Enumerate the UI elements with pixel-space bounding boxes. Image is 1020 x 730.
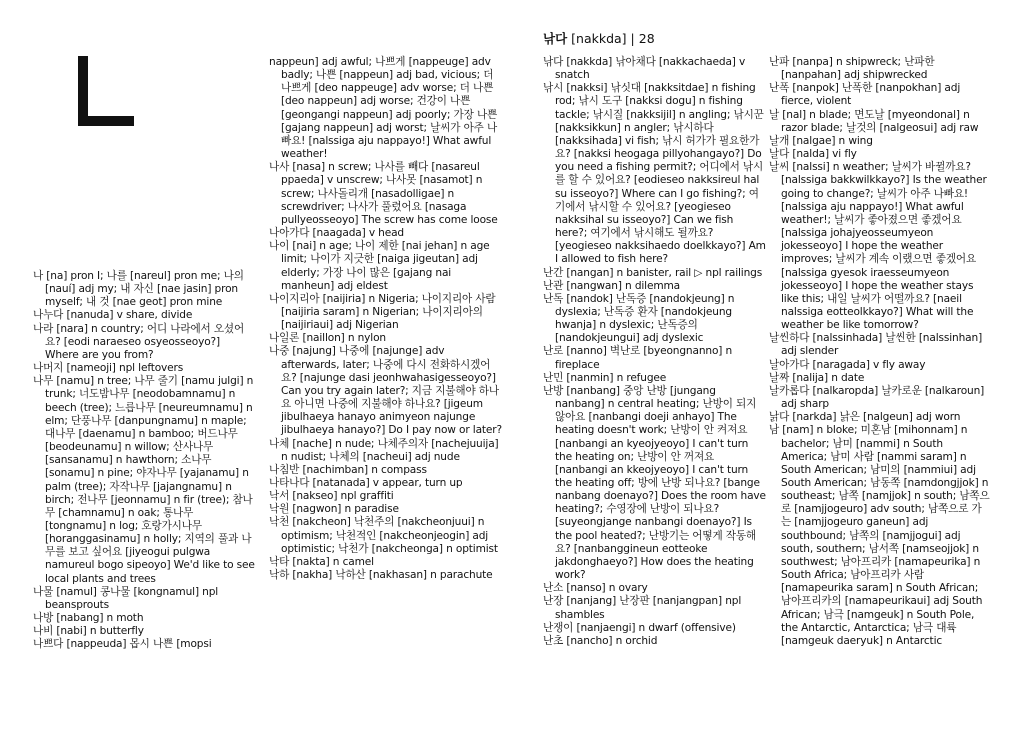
dictionary-entry: 낙원 [nagwon] n paradise [269,503,399,516]
dictionary-entry: 낚다 [nakkda] 낚아채다 [nakkachaeda] v snatch [543,56,746,82]
dictionary-entry: 난소 [nanso] n ovary [543,582,648,595]
dictionary-entry: 나물 [namul] 콩나물 [kongnamul] npl beansprouts [33,585,219,611]
dictionary-entry: 날 [nal] n blade; 면도날 [myeondonal] n razor blade; 날것의 [nalgeosui] adj raw [769,108,979,134]
dictionary-entry: 나침반 [nachimban] n compass [269,463,427,476]
dictionary-entry: 나무 [namu] n tree; 나무 줄기 [namu julgi] n trunk; 너도밤나무 [neodobamnamu] n beech (tree); 느릅나무 [neureumnamu] n elm; 단풍나무 [danpungnamu] n maple; 대나무 [daenamu] n bamboo; 버드나무 [beodeunamu] n willow; 산사나무 [sansanamu] n hawthorn; 소나무 [sonamu] n pine; 야자나무 [yajanamu] n palm (tree); 자작나무 [jajangnamu] n birch; 전나무 [jeonnamu] n fir (tree); 참나무 [chamnamu] n oak; 통나무 [tongnamu] n log; 호랑가시나무 [horanggasinamu] n holly; 지역의 풀과 나무를 보고 싶어요 [jiyeogui pulgwa namureul bogo sipeoyo] We'd like to see local plants and trees [33,375,255,585]
dictionary-entry: 난장 [nanjang] 난장판 [nanjangpan] npl shambles [543,595,742,621]
dictionary-entry: 난폭 [nanpok] 난폭한 [nanpokhan] adj fierce, violent [769,82,961,108]
running-head-word: 낚다 [543,31,568,46]
dictionary-entry: 나이지리아 [naijiria] n Nigeria; 나이지리아 사람 [naijiria saram] n Nigerian; 나이지리아의 [naijiriaui] adj Nigerian [269,292,496,332]
column-4 [769,56,991,648]
dictionary-entry: 낙하 [nakha] 낙하산 [nakhasan] n parachute [269,569,493,582]
dictionary-entry: 나타나다 [natanada] v appear, turn up [269,477,463,489]
dictionary-entry: 난로 [nanno] 벽난로 [byeongnanno] n fireplace [543,345,733,371]
dictionary-entry: 날개 [nalgae] n wing [769,134,873,147]
dictionary-entry: 낚시 [nakksi] 낚싯대 [nakksitdae] n fishing rod; 낚시 도구 [nakksi dogu] n fishing tackle; 낚시질 [nakksijil] n angling; 낚시꾼 [nakksikkun] n angler; 낚시하다 [nakksihada] vi fish; 낚시 허가가 필요한가요? [nakksi heogaga pillyohangayo?] Do you need a fishing permit?; 어디에서 낚시를 할 수 있어요? [eodieseo nakksireul hal su isseoyo?] Where can I go fishing?; 여기에서 낚시할 수 있어요? [yeogieseo nakksihal su isseoyo?] Can we fish here?; 여기에서 낚시해도 될까요? [yeogieseo nakksihaedo doelkkayo?] Am I allowed to fish here? [543,82,766,266]
dictionary-entry: 난초 [nancho] n orchid [543,634,658,647]
dictionary-entry: 나일론 [naillon] n nylon [269,332,386,345]
dictionary-entry: 난쟁이 [nanjaengi] n dwarf (offensive) [543,621,736,634]
dictionary-entry: 난민 [nanmin] n refugee [543,371,667,384]
dictionary-entry: 낙타 [nakta] n camel [269,555,374,568]
dictionary-entry: 나누다 [nanuda] v share, divide [33,309,193,322]
section-letter-nieun [78,56,134,126]
dictionary-entry: 나 [na] pron I; 나를 [nareul] pron me; 나의 [nauí] adj my; 내 자신 [nae jasin] pron myself; 내 것 [nae geot] pron mine [33,270,244,309]
dictionary-entry: 날씬하다 [nalssinhada] 날씬한 [nalssinhan] adj slender [769,332,983,358]
dictionary-entry: 나체 [nache] n nude; 나체주의자 [nachejuuija] n nudist; 나체의 [nacheui] adj nude [269,437,499,463]
dictionary-entry: 나방 [nabang] n moth [33,612,144,625]
dictionary-entry: 난간 [nangan] n banister, rail ▷ npl railings [543,266,763,279]
running-head [543,29,655,47]
dictionary-entry: 나쁘다 [nappeuda] 몹시 나쁜 [mopsi [33,638,212,651]
dictionary-entry: 낡다 [narkda] 낡은 [nalgeun] adj worn [769,411,961,424]
dictionary-entry: 나사 [nasa] n screw; 나사를 빼다 [nasareul ppaeda] v unscrew; 나사못 [nasamot] n screw; 나사돌리개 [nasadolligae] n screwdriver; 나사가 풀렸어요 [nasaga pullyeosseoyo] The screw has come loose [269,161,498,226]
column-3 [543,56,768,648]
dictionary-entry: 낙서 [nakseo] npl graffiti [269,490,394,503]
dictionary-entry: 날카롭다 [nalkaropda] 날카로운 [nalkaroun] adj sharp [769,384,985,411]
column-1 [33,270,255,652]
running-head-romanization: [nakkda] [571,31,627,46]
dictionary-entry: 나이 [nai] n age; 나이 제한 [nai jehan] n age limit; 나이가 지긋한 [naiga jigeutan] adj elderly; 가장 나이 많은 [gajang nai manheun] adj eldest [269,240,490,292]
column-2 [269,56,503,582]
dictionary-entry: 난독 [nandok] 난독증 [nandokjeung] n dyslexia; 난독증 환자 [nandokjeung hwanja] n dyslexic; 난독증의 [nandokjeungui] adj dyslexic [543,292,735,345]
dictionary-entry: 난파 [nanpa] n shipwreck; 난파한 [nanpahan] adj shipwrecked [769,56,935,82]
dictionary-entry: 난관 [nangwan] n dilemma [543,279,681,292]
dictionary-entry: 날다 [nalda] vi fly [769,148,857,161]
dictionary-entry: 난방 [nanbang] 중앙 난방 [jungang nanbang] n central heating; 난방이 되지 않아요 [nanbangi doeji anhayo] The heating doesn't work; 난방이 안 켜져요 [nanbangi an kyeojyeoyo] I can't turn the heating on; 난방이 안 꺼져요 [nanbangi an kkeojyeoyo] I can't turn the heating off; 방에 난방 되나요? [bange nanbang doenayo?] Does the room have heating?; 수영장에 난방이 되나요? [suyeongjange nanbangi doenayo?] Is the pool heated?; 난방기는 어떻게 작동해요? [nanbanggineun eotteoke jakdonghaeyo?] How does the heating work? [543,384,766,582]
dictionary-entry: 나비 [nabi] n butterfly [33,625,144,638]
dictionary-entry: 날짜 [nalija] n date [769,371,865,384]
dictionary-entry: 낙천 [nakcheon] 낙천주의 [nakcheonjuui] n optimism; 낙천적인 [nakcheonjeogin] adj optimistic; 낙천가 [nakcheonga] n optimist [269,516,498,555]
dictionary-entry: 나아가다 [naagada] v head [269,227,405,240]
dictionary-entry: 남 [nam] n bloke; 미혼남 [mihonnam] n bachelor; 남미 [nammi] n South America; 남미 사람 [nammi saram] n South American; 남미의 [nammiui] adj South American; 남동쪽 [namdongjjok] n southeast; 남쪽 [namjjok] n south; 남쪽으로 [namjjogeuro] adv south; 남쪽으로 가는 [namjjogeuro ganeun] adj southbound; 남쪽의 [namjjogui] adj south, southern; 남서쪽 [namseojjok] n southwest; 남아프리카 [namapeurika] n South Africa; 남아프리카 사람 [namapeurika saram] n South African; 남아프리카의 [namapeurikaui] adj South African; 남극 [namgeuk] n South Pole, the Antarctic, Antarctica; 남극 대륙 [namgeuk daeryuk] n Antarctic [769,424,990,647]
dictionary-entry: 날아가다 [naragada] v fly away [769,358,926,371]
dictionary-entry: 날씨 [nalssi] n weather; 날씨가 바뀔까요? [nalssiga bakkwilkkayo?] Is the weather going to change?; 날씨가 아주 나빠요! [nalssiga aju nappayo!] What awful weather!; 날씨가 좋아졌으면 좋겠어요 [nalssiga johajyeosseumyeon jokesseoyo] I hope the weather improves; 날씨가 계속 이랬으면 좋겠어요 [nalssiga gyesok iraesseumyeon jokesseoyo] I hope the weather stays like this; 내일 날씨가 어떨까요? [naeil nalssiga eotteolkkayo?] What will the weather be like tomorrow? [769,161,987,332]
dictionary-entry: 나라 [nara] n country; 어디 나라에서 오셨어요? [eodi naraeseo osyeosseoyo?] Where are you from? [33,322,245,361]
page-number: 28 [638,31,655,46]
dictionary-entry: 나머지 [nameoji] npl leftovers [33,362,184,375]
dictionary-entry: 나중 [najung] 나중에 [najunge] adv afterwards, later; 나중에 다시 전화하시겠어요? [najunge dasi jeonhwahasigesseoyo?] Can you try again later?; 지금 지불해야 하나요 아니면 나중에 지불해야 하나요? [jigeum jibulhaeya hanayo animyeon najunge jibulhaeya hanayo?] Do I pay now or later? [269,345,502,437]
running-head-separator: | [630,31,635,46]
dictionary-entry: nappeun] adj awful; 나쁘게 [nappeuge] adv badly; 나쁜 [nappeun] adj bad, vicious; 더 나쁘게 [deo nappeuge] adv worse; 더 나쁜 [deo nappeun] adj worse; 건강이 나쁜 [geongangi nappeun] adj poorly; 가장 나쁜 [gajang nappeun] adj worst; 날씨가 아주 나빠요! [nalssiga aju nappayo!] What awful weather! [269,56,498,161]
